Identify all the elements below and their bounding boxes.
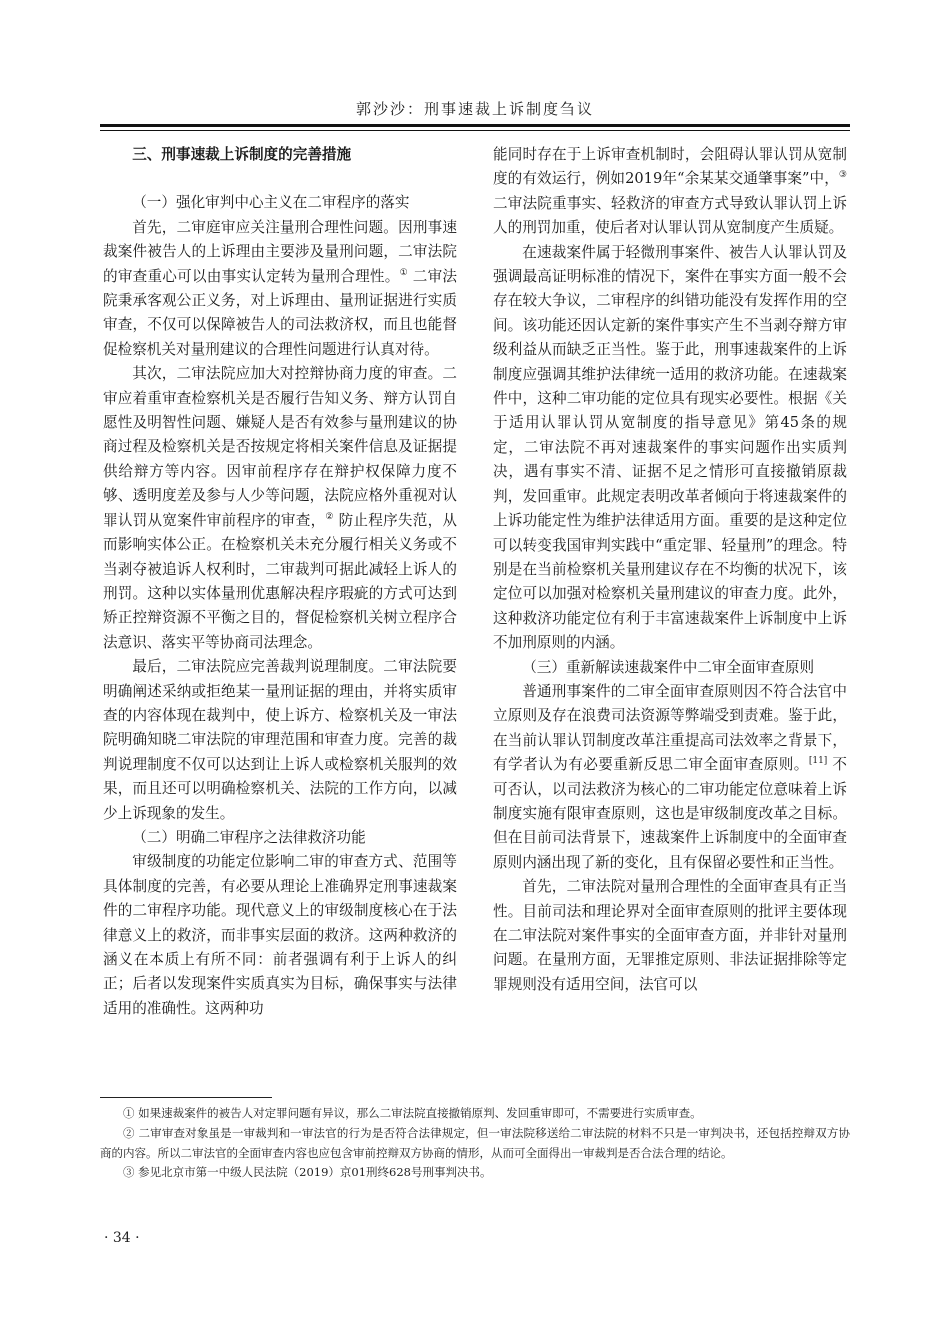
paragraph-8: 首先，二审法院对量刑合理性的全面审查具有正当性。目前司法和理论界对全面审查原则的批评主要体现在二审法院对案件事实的全面审查方面，并非针对量刑问题。在量刑方面，无罪推定原则、非法证据排除等定罪规则没有适用空间，法官可以 [493, 878, 847, 993]
footnote-2: ② 二审审查对象虽是一审裁判和一审法官的行为是否符合法律规定，但一审法院移送给二审法院的材料不只是一审判决书，还包括控辩双方协商的内容。所以二审法官的全面审查内容也应包含审前控辩双方协商的情形，从而可全面得出一审裁判是否合法合理的结论。 [100, 1125, 850, 1160]
subsection-2-title: （二）明确二审程序之法律救济功能 [132, 828, 366, 846]
paragraph-7: 普通刑事案件的二审全面审查原则因不符合法官中立原则及存在浪费司法资源等弊端受到责难。鉴于此，在当前认罪认罚制度改革注重提高司法效率之背景下，有学者认为有必要重新反思二审全面审查原则。[11] 不可否认，以司法救济为核心的二审功能定位意味着上诉制度实施有限审查原则，这也是审级制度改革之目标。但在目前司法背景下，速裁案件上诉制度中的全面审查原则内涵出现了新的变化，且有保留必要性和正当性。 [493, 682, 847, 871]
page-number: · 34 · [104, 1230, 140, 1246]
paragraph-6: 在速裁案件属于轻微刑事案件、被告人认罪认罚及强调最高证明标准的情况下，案件在事实方面一般不会存在较大争议，二审程序的纠错功能没有发挥作用的空间。该功能还因认定新的案件事实产生不当剥夺辩方审级利益从而缺乏正当性。鉴于此，刑事速裁案件的上诉制度应强调其维护法律统一适用的救济功能。在速裁案件中，这种二审功能的定位具有现实必要性。根据《关于适用认罪认罚从宽制度的指导意见》第45条的规定，二审法院不再对速裁案件的事实问题作出实质判决，遇有事实不清、证据不足之情形可直接撤销原裁判，发回重审。此规定表明改革者倾向于将速裁案件的上诉功能定性为维护法律适用方面。重要的是这种定位可以转变我国审判实践中“重定罪、轻量刑”的理念。特别是在当前检察机关量刑建议存在不均衡的状况下，该定位可以加强对检察机关量刑建议的审查力度。此外，这种救济功能定位有利于丰富速裁案件上诉制度中上诉不加刑原则的内涵。 [493, 243, 847, 652]
header-rule-thick [100, 124, 850, 127]
footnote-1: ① 如果速裁案件的被告人对定罪问题有异议，那么二审法院直接撤销原判、发回重审即可，不需要进行实质审查。 [123, 1106, 702, 1120]
header-rule-thin [100, 130, 850, 131]
subsection-1-title: （一）强化审判中心主义在二审程序的落实 [132, 194, 410, 212]
footnote-ref-1[interactable]: ① [399, 267, 408, 278]
footnote-ref-3[interactable]: ③ [838, 170, 847, 181]
paragraph-3: 最后，二审法院应完善裁判说理制度。二审法院要明确阐述采纳或拒绝某一量刑证据的理由，并将实质审查的内容体现在裁判中，使上诉方、检察机关及一审法院明确知晓二审法院的审理范围和审查力度。完善的裁判说理制度不仅可以达到让上诉人或检察机关服判的效果，而且还可以明确检察机关、法院的工作方向，以减少上诉现象的发生。 [103, 658, 457, 822]
footnotes [100, 1104, 850, 1183]
subsection-3-title: （三）重新解读速裁案件中二审全面审查原则 [522, 658, 815, 676]
paragraph-5: 能同时存在于上诉审查机制时，会阻碍认罪认罚从宽制度的有效运行，例如2019年“余某某交通肇事案”中，③ 二审法院重事实、轻救济的审查方式导致认罪认罚上诉人的刑罚加重，使后者对认罪认罚从宽制度产生质疑。 [493, 146, 847, 237]
left-column [103, 143, 457, 1021]
citation-ref-11[interactable]: [11] [808, 756, 828, 767]
running-header-title: 郭沙沙：刑事速裁上诉制度刍议 [355, 100, 594, 118]
paragraph-2: 其次，二审法院应加大对控辩协商力度的审查。二审应着重审查检察机关是否履行告知义务、辩方认罚自愿性及明智性问题、嫌疑人是否有效参与量刑建议的协商过程及检察机关是否按规定将相关案件信息及证据提供给辩方等内容。因审前程序存在辩护权保障力度不够、透明度差及参与人少等问题，法院应格外重视对认罪认罚从宽案件审前程序的审查，② 防止程序失范，从而影响实体公正。在检察机关未充分履行相关义务或不当剥夺被追诉人权利时，二审裁判可据此减轻上诉人的刑罚。这种以实体量刑优惠解决程序瑕疵的方式可达到矫正控辩资源不平衡之目的，督促检察机关树立程序合法意识、落实平等协商司法理念。 [103, 365, 457, 651]
paragraph-1: 首先，二审庭审应关注量刑合理性问题。因刑事速裁案件被告人的上诉理由主要涉及量刑问题，二审法院的审查重心可以由事实认定转为量刑合理性。① 二审法院秉承客观公正义务，对上诉理由、量刑证据进行实质审查，不仅可以保障被告人的司法救济权，而且也能督促检察机关对量刑建议的合理性问题进行认真对待。 [103, 218, 457, 358]
footnote-rule [100, 1097, 272, 1098]
right-column [493, 143, 847, 997]
section-title: 三、刑事速裁上诉制度的完善措施 [132, 146, 352, 163]
paragraph-4: 审级制度的功能定位影响二审的审查方式、范围等具体制度的完善，有必要从理论上准确界定刑事速裁案件的二审程序功能。现代意义上的审级制度核心在于法律意义上的救济，而非事实层面的救济。这两种救济的涵义在本质上有所不同：前者强调有利于上诉人的纠正；后者以发现案件实质真实为目标，确保事实与法律适用的准确性。这两种功 [103, 853, 457, 1017]
footnote-3: ③ 参见北京市第一中级人民法院（2019）京01刑终628号刑事判决书。 [123, 1165, 492, 1180]
footnote-ref-2[interactable]: ② [325, 511, 334, 522]
